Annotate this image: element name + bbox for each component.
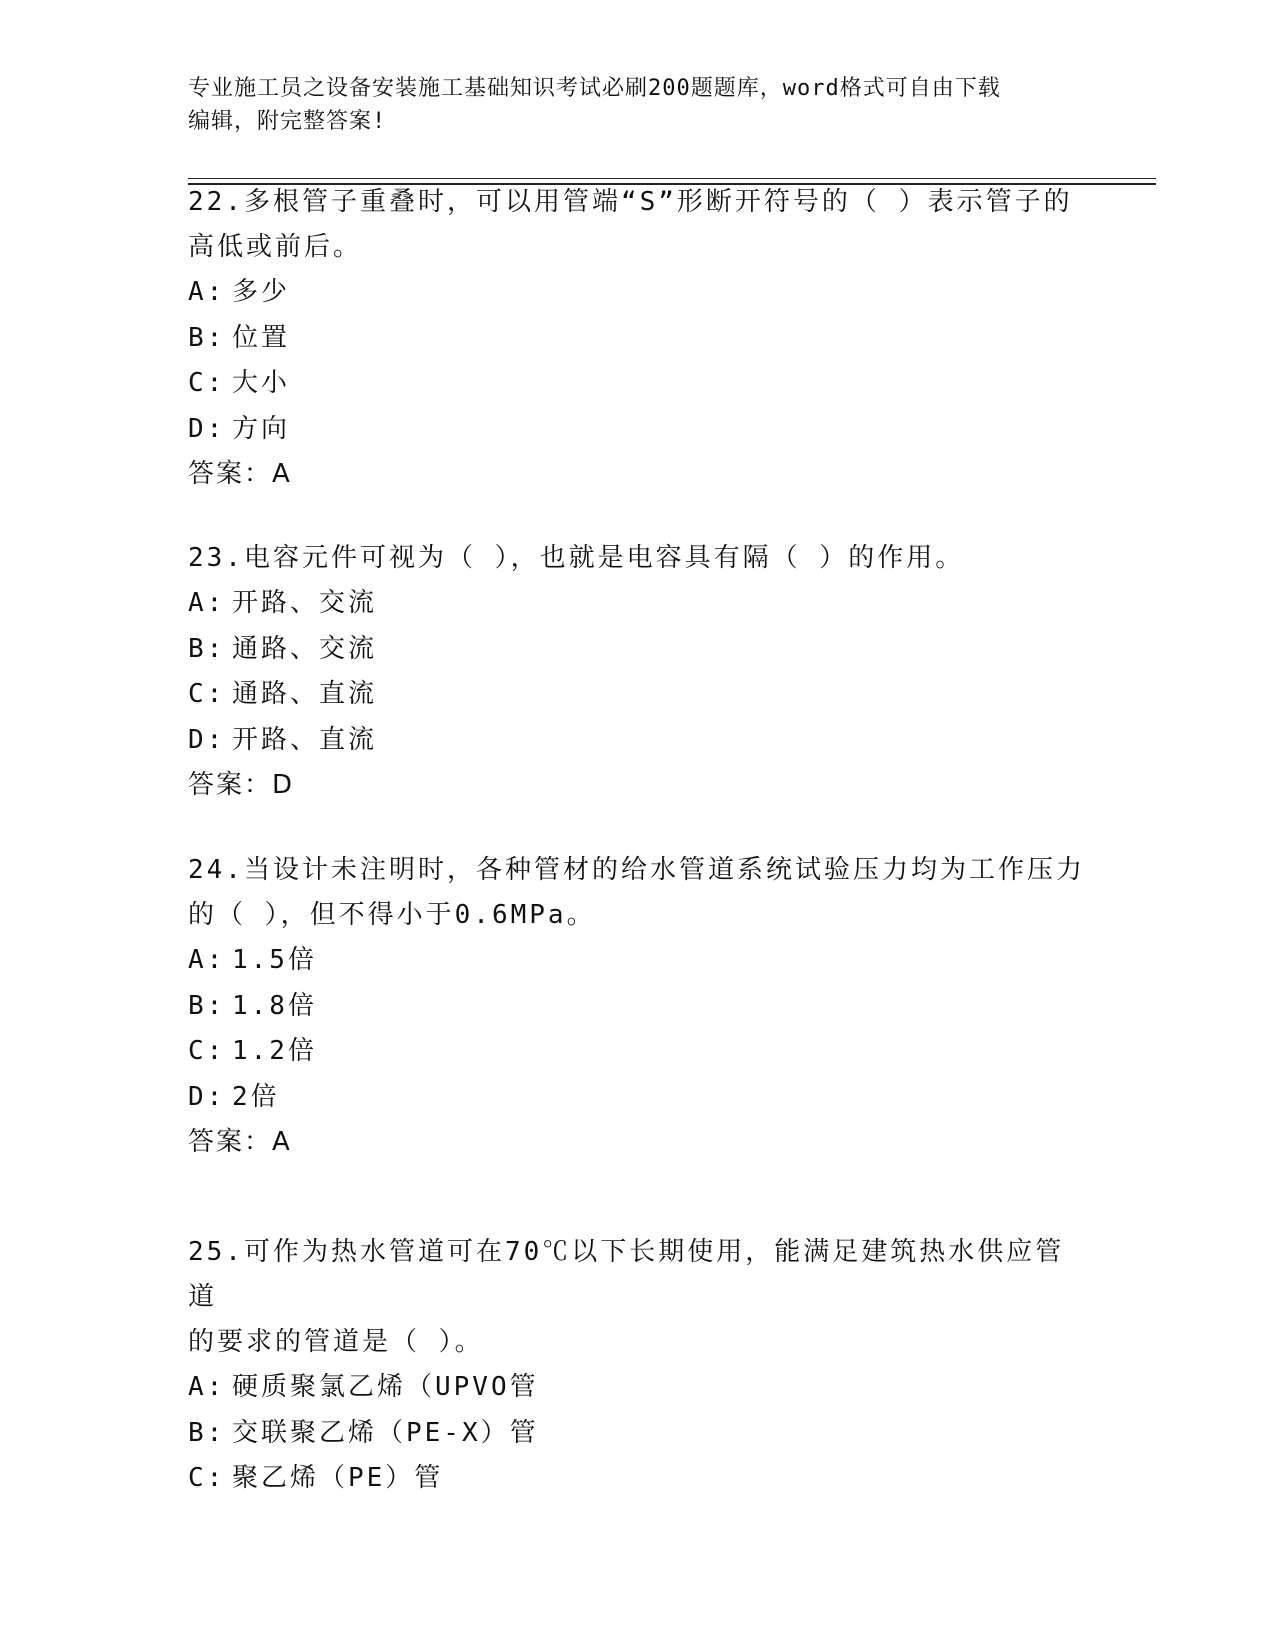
option-text: 1.8倍 — [232, 990, 317, 1021]
option-c — [188, 672, 1088, 718]
answer-line: 答案：A — [188, 459, 292, 489]
option-c — [188, 1029, 1088, 1075]
option-text: 通路、直流 — [232, 679, 378, 709]
option-b — [188, 627, 1088, 673]
option-text: 开路、直流 — [232, 724, 378, 755]
question-24 — [188, 848, 1088, 1165]
document-header — [188, 72, 1088, 138]
option-text: 位置 — [232, 322, 291, 353]
option-text: 通路、交流 — [232, 633, 378, 664]
option-b — [188, 1411, 1088, 1457]
option-letter: D: — [188, 413, 226, 444]
question-stem-line-1: 23.电容元件可视为（ ），也就是电容具有隔（ ）的作用。 — [188, 543, 965, 573]
option-letter: C: — [188, 679, 226, 709]
option-a — [188, 938, 1088, 984]
option-d — [188, 1075, 1088, 1121]
question-stem-line-2: 的要求的管道是（ ）。 — [188, 1327, 484, 1357]
option-a — [188, 1365, 1088, 1411]
option-letter: B: — [188, 990, 226, 1021]
question-stem-line-1: 25.可作为热水管道可在70℃以下长期使用，能满足建筑热水供应管道 — [188, 1237, 1065, 1312]
header-line-1: 专业施工员之设备安装施工基础知识考试必刷200题题库，word格式可自由下载 — [188, 76, 1001, 101]
option-letter: A: — [188, 1372, 226, 1402]
option-letter: A: — [188, 945, 226, 975]
option-text: 聚乙烯（PE）管 — [232, 1463, 444, 1493]
option-c — [188, 1456, 1088, 1502]
option-text: 硬质聚氯乙烯（UPVO管 — [232, 1372, 539, 1402]
option-text: 方向 — [232, 413, 291, 444]
option-letter: B: — [188, 633, 226, 664]
option-d — [188, 407, 1088, 453]
option-text: 2倍 — [232, 1081, 280, 1112]
option-letter: C: — [188, 1463, 226, 1493]
option-letter: A: — [188, 588, 226, 618]
header-divider-thin — [188, 178, 1156, 179]
option-d — [188, 718, 1088, 764]
option-b — [188, 316, 1088, 362]
option-letter: C: — [188, 368, 226, 398]
option-letter: B: — [188, 322, 226, 353]
option-letter: C: — [188, 1036, 226, 1066]
option-text: 1.2倍 — [232, 1036, 317, 1066]
option-a — [188, 581, 1088, 627]
option-letter: A: — [188, 277, 226, 307]
question-22 — [188, 180, 1088, 497]
question-stem-line-1: 24.当设计未注明时，各种管材的给水管道系统试验压力均为工作压力 — [188, 855, 1085, 885]
question-23 — [188, 536, 1088, 808]
option-letter: D: — [188, 1081, 226, 1112]
option-text: 1.5倍 — [232, 945, 317, 975]
option-letter: D: — [188, 724, 226, 755]
option-c — [188, 361, 1088, 407]
option-letter: B: — [188, 1417, 226, 1448]
answer-line: 答案：A — [188, 1127, 292, 1157]
option-a — [188, 270, 1088, 316]
option-text: 大小 — [232, 368, 291, 398]
option-text: 交联聚乙烯（PE-X）管 — [232, 1417, 539, 1448]
option-text: 开路、交流 — [232, 588, 378, 618]
header-line-2: 编辑，附完整答案! — [188, 109, 387, 134]
question-stem-line-2: 高低或前后。 — [188, 232, 363, 262]
question-25 — [188, 1230, 1088, 1502]
answer-line: 答案：D — [188, 770, 295, 800]
option-text: 多少 — [232, 277, 291, 307]
question-stem-line-2: 的（ ），但不得小于0.6MPa。 — [188, 900, 596, 930]
option-b — [188, 984, 1088, 1030]
question-stem-line-1: 22.多根管子重叠时，可以用管端“S”形断开符号的（ ）表示管子的 — [188, 187, 1073, 217]
